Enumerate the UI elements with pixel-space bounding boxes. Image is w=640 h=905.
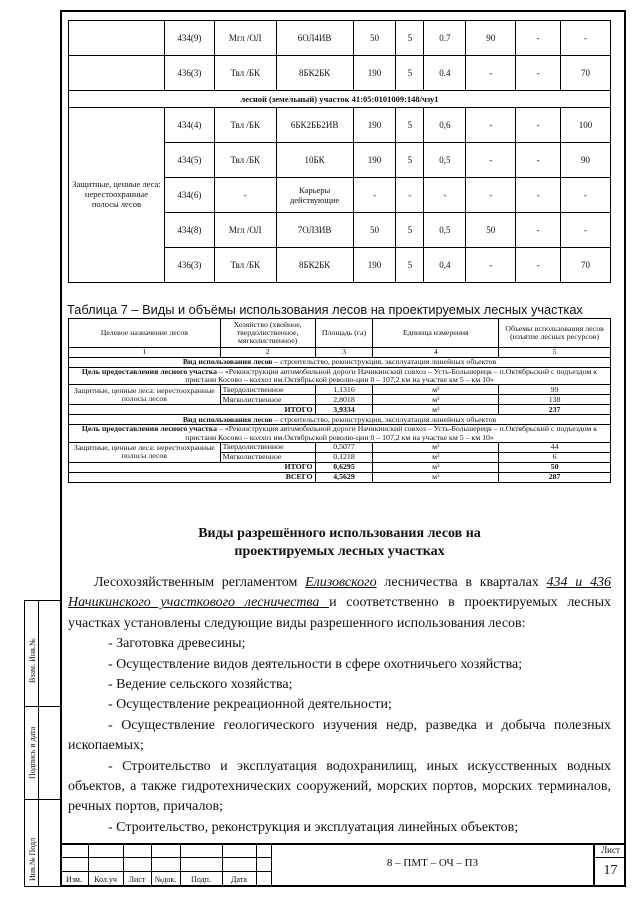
goal-label: Цель предоставления лесного участка [81,424,218,434]
stamp-code: 8 – ПМТ – ОЧ – ПЗ [386,857,479,869]
cell: - [516,56,561,91]
cell: 436(3) [164,56,214,91]
table-row: Мягколиственное 0,1218 м³ 6 [69,452,611,462]
side-label-inv: Инв.№ Подл [28,837,37,881]
list-item: - Ведение сельского хозяйства; [108,677,293,693]
table-total-row: ИТОГО 0,6295 м³ 50 [69,462,611,472]
cell: 6ОЛ4ИВ [276,21,353,56]
cell: 0.4 [424,56,466,91]
table-row: 436(3) Твл /БК 8БК2БК 190 5 0,4 - - 70 [69,248,611,283]
sheet-number: 17 [603,863,618,878]
cell: - [466,56,516,91]
side-strip [24,600,60,887]
sheet-label: Лист [601,845,620,855]
table-section-row [69,368,611,385]
goal-text: – «Реконструкция автомобильной дороги Начикинский совхоз – Усть-Большерецк – п.Октябрьский с подъездом к пристани Косово – колхоз им.Октябрьской револю-ции 0 – 107,2 км на участке км 5 – км 10» [185,424,598,442]
table-caption: Таблица 7 – Виды и объёмы использования лесов на проектируемых лесных участках [67,302,583,317]
use-text: – строительство, реконструкция, эксплуатация линейных объектов [272,414,497,424]
cell: 5 [396,56,424,91]
col-podp: Подп. [191,875,211,884]
col-ndok: №док. [154,875,177,884]
list-item: - Осуществление геологического изучения недр, разведка и добыча полезных ископаемых; [68,717,611,754]
table-row: Мягколиственное 2,8018 м³ 138 [69,395,611,405]
table-section-header: лесной (земельный) участок 41:05:0101009:148/чзу1 [69,91,611,108]
intro-paragraph: Лесохозяйственным регламентом Елизовского лесничества в кварталах 434 и 436 Начикинского участкового лесничества и соответственно в проектируемых лесных участках установлены следующие виды разрешенного использования лесов: [68,575,612,631]
cell: - [561,21,611,56]
list-item: - Заготовка древесины; [108,636,246,652]
table-row: Защитные, ценные леса: нерестоохранные полосы лесов Твердолиственное 1,1316 м³ 99 [69,385,611,395]
cell: Твл /БК [214,56,276,91]
side-label-vzam: Взам. Инв.№ [28,638,37,683]
col-kol: Кол.уч [94,875,117,884]
cell: 8БК2БК [276,56,353,91]
cell: - [516,21,561,56]
quarters-ref: 434 и 436 Начикинского участкового лесничества [68,575,612,611]
table-section-row [69,358,611,368]
side-label-podpis: Подпись и дата [28,726,37,779]
col-izm: Изм. [66,875,82,884]
list-item: - Осуществление рекреационной деятельности; [108,697,392,713]
table-row [69,56,611,91]
title-block [60,843,626,887]
cell: 0.7 [424,21,466,56]
col-data: Дата [231,875,247,884]
table-row: Защитные, ценные леса: нерестоохранные полосы лесов Твердолиственное 0,5077 м³ 44 [69,442,611,452]
table-section-row [69,425,611,442]
table-total-row: ИТОГО 3,9334 м³ 237 [69,405,611,415]
cell: Мгл /ОЛ [214,21,276,56]
col-list: Лист [128,875,146,884]
table-section-row [69,415,611,425]
table-row: 434(8) Мгл /ОЛ 7ОЛЗИВ 50 5 0,5 50 - - [69,213,611,248]
cell: 90 [466,21,516,56]
list-item: - Строительство, реконструкция и эксплуатация линейных объектов; [108,819,519,835]
forestry-name: Елизовского [305,575,377,590]
table-row: Защитные, ценные леса: нерестоохранные полосы лесов 434(4) Твл /БК 6БК2ББ2ИВ 190 5 0,6 - - 100 [69,108,611,143]
cell: 70 [561,56,611,91]
use-label: Вид использования лесов [182,414,273,424]
table-header-row: Целевое назначение лесов Хозяйство (хвойное, твердолиственное, мягколиственное) Площадь (га) Единица измерения Объемы использования лесов (изъятие лесных ресурсов) [69,319,611,348]
group-label: Защитные, ценные леса: нерестоохранные полосы лесов [69,108,165,283]
cell: 190 [353,56,396,91]
table-row [69,21,611,56]
list-item: - Строительство и эксплуатация водохранилищ, иных искусственных водных объектов, а также гидротехнических сооружений, морских портов, морских терминалов, речных портов, причалов; [68,758,611,815]
cell: 50 [353,21,396,56]
goal-text: – «Реконструкция автомобильной дороги Начикинский совхоз – Усть-Большерецк – п.Октябрьский с подъездом к пристани Косово – колхоз им.Октябрьской револю-ции 0 – 107,2 км на участке км 5 – км 10» [185,367,598,385]
use-text: – строительство, реконструкция, эксплуатация линейных объектов [272,357,497,367]
table-row: 434(5) Твл /БК 10БК 190 5 0,5 - - 90 [69,143,611,178]
table-grand-total-row: ВСЕГО 4,5629 м³ 287 [69,472,611,482]
list-item: - Осуществление видов деятельности в сфере охотничьего хозяйства; [108,656,523,672]
table-row: 434(6) - Карьеры действующие - - - - - - [69,178,611,213]
table-number-row: 1 2 3 4 5 [69,348,611,358]
goal-label: Цель предоставления лесного участка [81,367,218,376]
body-text [68,573,612,838]
forest-table-continued [68,20,611,283]
use-label: Вид использования лесов [182,357,273,367]
table-7 [68,318,611,483]
section-heading: Виды разрешённого использования лесов на проектируемых лесных участках [198,526,481,559]
cell: 5 [396,21,424,56]
cell: 434(9) [164,21,214,56]
